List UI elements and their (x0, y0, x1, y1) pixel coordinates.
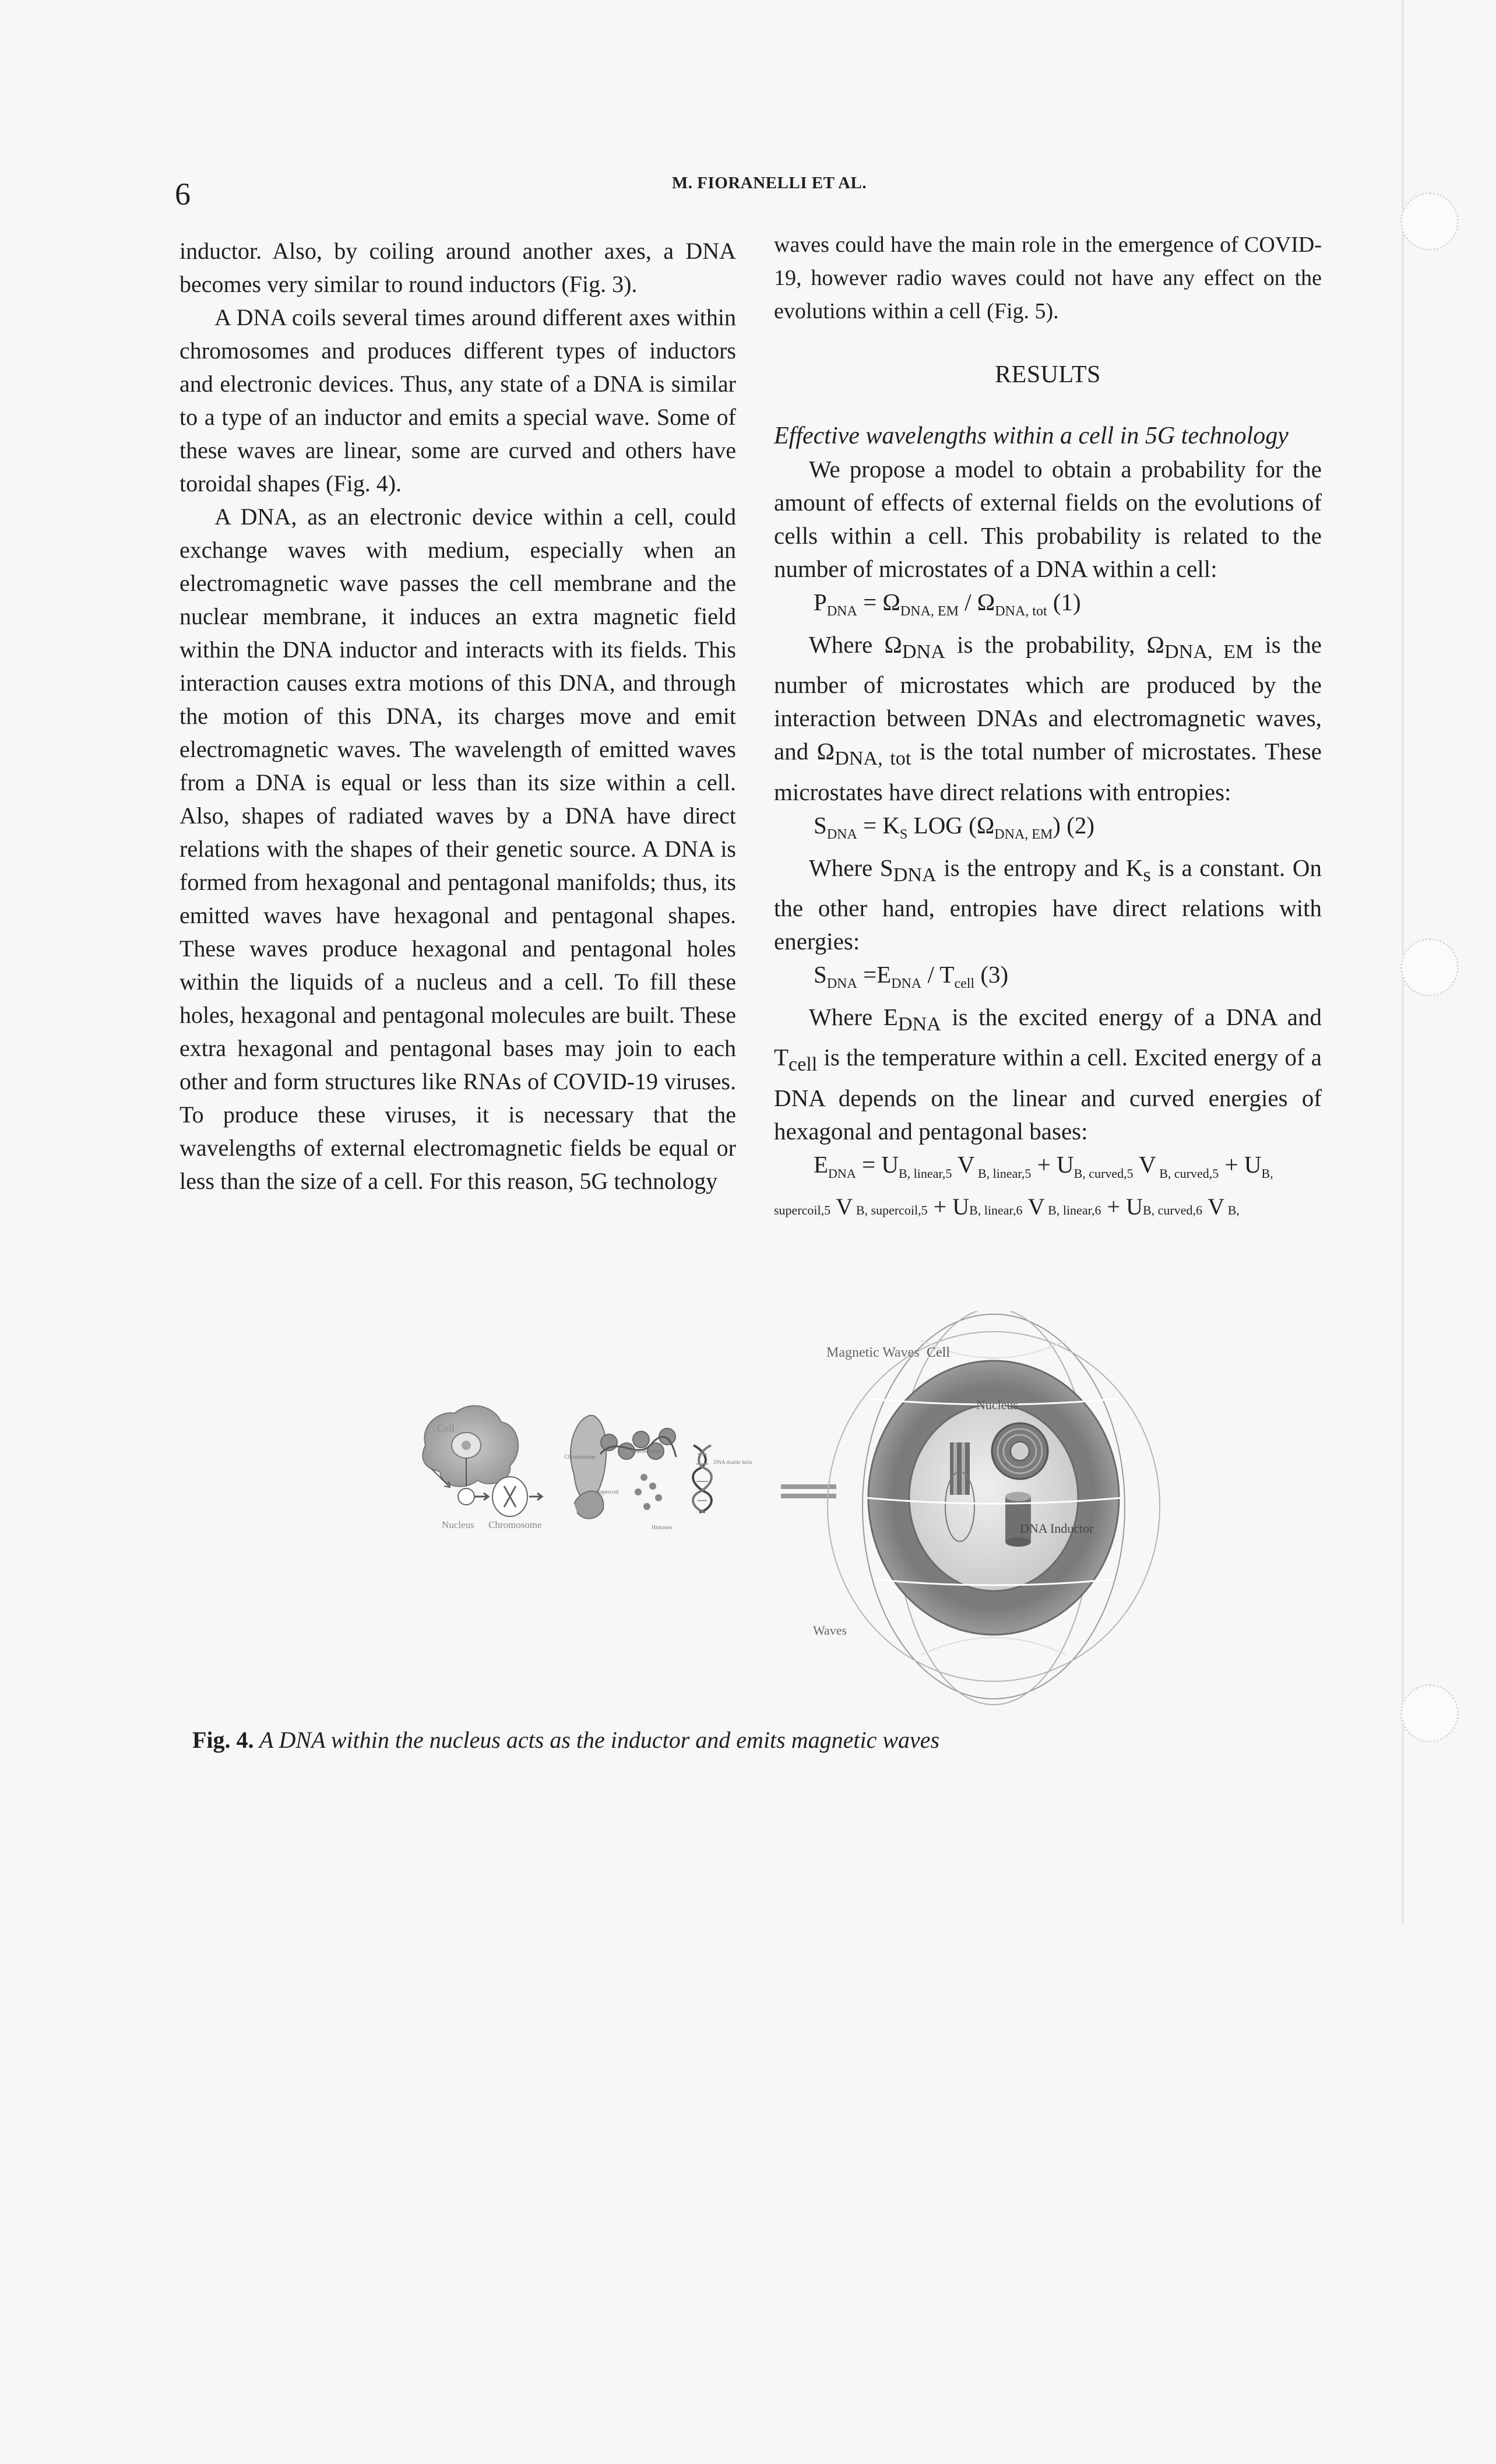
scan-background (0, 1934, 1496, 2464)
caption-label: Fig. 4. (192, 1727, 254, 1753)
paragraph: inductor. Also, by coiling around another axes, a DNA becomes very similar to round inductors (Fig. 3). (179, 238, 736, 297)
paragraph: waves could have the main role in the emergence of COVID-19, however radio waves could not have any effect on the evolutions within a cell (Fig. 5). (774, 233, 1322, 323)
section-title: RESULTS (995, 361, 1101, 388)
figure-4 (408, 1311, 1166, 1713)
paragraph: A DNA, as an electronic device within a cell, could exchange waves with medium, especially when an electromagnetic wave passes the cell membrane and the nuclear membrane, it induces an extra magnetic field within the DNA inductor and interacts with its fields. This interaction causes extra motions of this DNA, and through the motion of this DNA, its charges move and emit electromagnetic waves. The wavelength of emitted waves from a DNA is equal or less than its size within a cell. Also, shapes of radiated waves by a DNA have direct relations with the shapes of their genetic source. A DNA is formed from hexagonal and pentagonal manifolds; thus, its emitted waves have hexagonal and pentagonal shapes. These waves produce hexagonal and pentagonal holes within the liquids of a nucleus and a cell. To fill these holes, hexagonal and pentagonal molecules are built. These extra hexagonal and pentagonal bases may join to each other and form structures like RNAs of COVID-19 viruses. To produce these viruses, it is necessary that the wavelengths of external electromagnetic fields be equal or less than the size of a cell. For this reason, 5G technology (179, 504, 736, 1194)
nucleus-label-right: Nucleus (976, 1398, 1019, 1412)
chromosome-label-top: Chromosome (564, 1454, 596, 1460)
waves-label: Waves (813, 1623, 847, 1638)
equation-3: $S_{DNA} =E_{DNA} / T_{cell}$ (3) (814, 960, 1009, 992)
subsection-title: Effective wavelengths within a cell in 5G technology (774, 423, 1289, 449)
caption-text: A DNA within the nucleus acts as the inductor and emits magnetic waves (254, 1727, 940, 1753)
figure-4-illustration (408, 1311, 1166, 1713)
supercoil-label: Supercoil (596, 1489, 619, 1495)
page-number: 6 (175, 177, 191, 212)
dna-coiling-sketch (571, 1416, 712, 1519)
equation-4: $E_{DNA} = U_{B, linear,5}$ V $_{B, linear,5} + U_{B, curved,5}$ V $_{B, curved,5} + U_{B,}$ (814, 1150, 1273, 1181)
equation-2: $S_{DNA} = K_S$ LOG $(\Omega_{DNA, EM})$ (2) (814, 811, 1095, 842)
cell-inductor-diagram (828, 1311, 1160, 1705)
dna-double-helix-label: DNA double helix (714, 1459, 752, 1465)
paragraph: Where $S_{DNA}$ is the entropy and $K_s$ is a constant. On the other hand, entropies have direct relations with energies: (774, 854, 1322, 955)
magnetic-waves-label: Magnetic Waves (826, 1345, 920, 1360)
nucleus-label: Nucleus (442, 1519, 474, 1530)
right-column (774, 228, 1322, 1227)
paragraph: Where $\Omega_{DNA}$ is the probability, $\Omega_{DNA, EM}$ is the number of microstates which are produced by the interaction between DNAs and electromagnetic waves, and $\Omega_{DNA, tot}$ is the total number of microstates. These microstates have direct relations with entropies: (774, 631, 1322, 805)
running-head: M. FIORANELLI ET AL. (671, 174, 867, 192)
nucleosome-label: Nucleosome (632, 1448, 661, 1455)
dna-inductor-label: DNA Inductor (1020, 1521, 1094, 1536)
cell-label-right: Cell (927, 1345, 950, 1360)
equation-1: $P_{DNA} = \Omega_{DNA, EM} / \Omega_{DNA, tot}$ (1) (814, 589, 1081, 619)
paragraph: A DNA coils several times around different axes within chromosomes and produces different types of inductors and electronic devices. Thus, any state of a DNA is similar to a type of an inductor and emits a special wave. Some of these waves are linear, some are curved and others have toroidal shapes (Fig. 4). (179, 304, 736, 497)
chromosome-label: Chromosome (488, 1519, 542, 1530)
paragraph: Where $E_{DNA}$ is the excited energy of a DNA and $T_{cell}$ is the temperature within a cell. Excited energy of a DNA depends on the linear and curved energies of hexagonal and pentagonal bases: (774, 1004, 1322, 1145)
equation-4-continuation: supercoil,5 V B, supercoil,5 + UB, linear,6 V B, linear,6 + UB, curved,6 V B, (774, 1193, 1240, 1220)
punch-hole (1400, 1684, 1459, 1743)
cell-label: Cell (437, 1423, 455, 1434)
figure-caption (192, 1726, 939, 1754)
paragraph: We propose a model to obtain a probability for the amount of effects of external fields on the evolutions of cells within a cell. This probability is related to the number of microstates of a DNA within a cell: (774, 456, 1322, 582)
left-column (179, 234, 736, 1198)
punch-hole (1400, 192, 1459, 251)
histones-label: Histones (652, 1525, 672, 1531)
punch-hole (1400, 938, 1459, 997)
